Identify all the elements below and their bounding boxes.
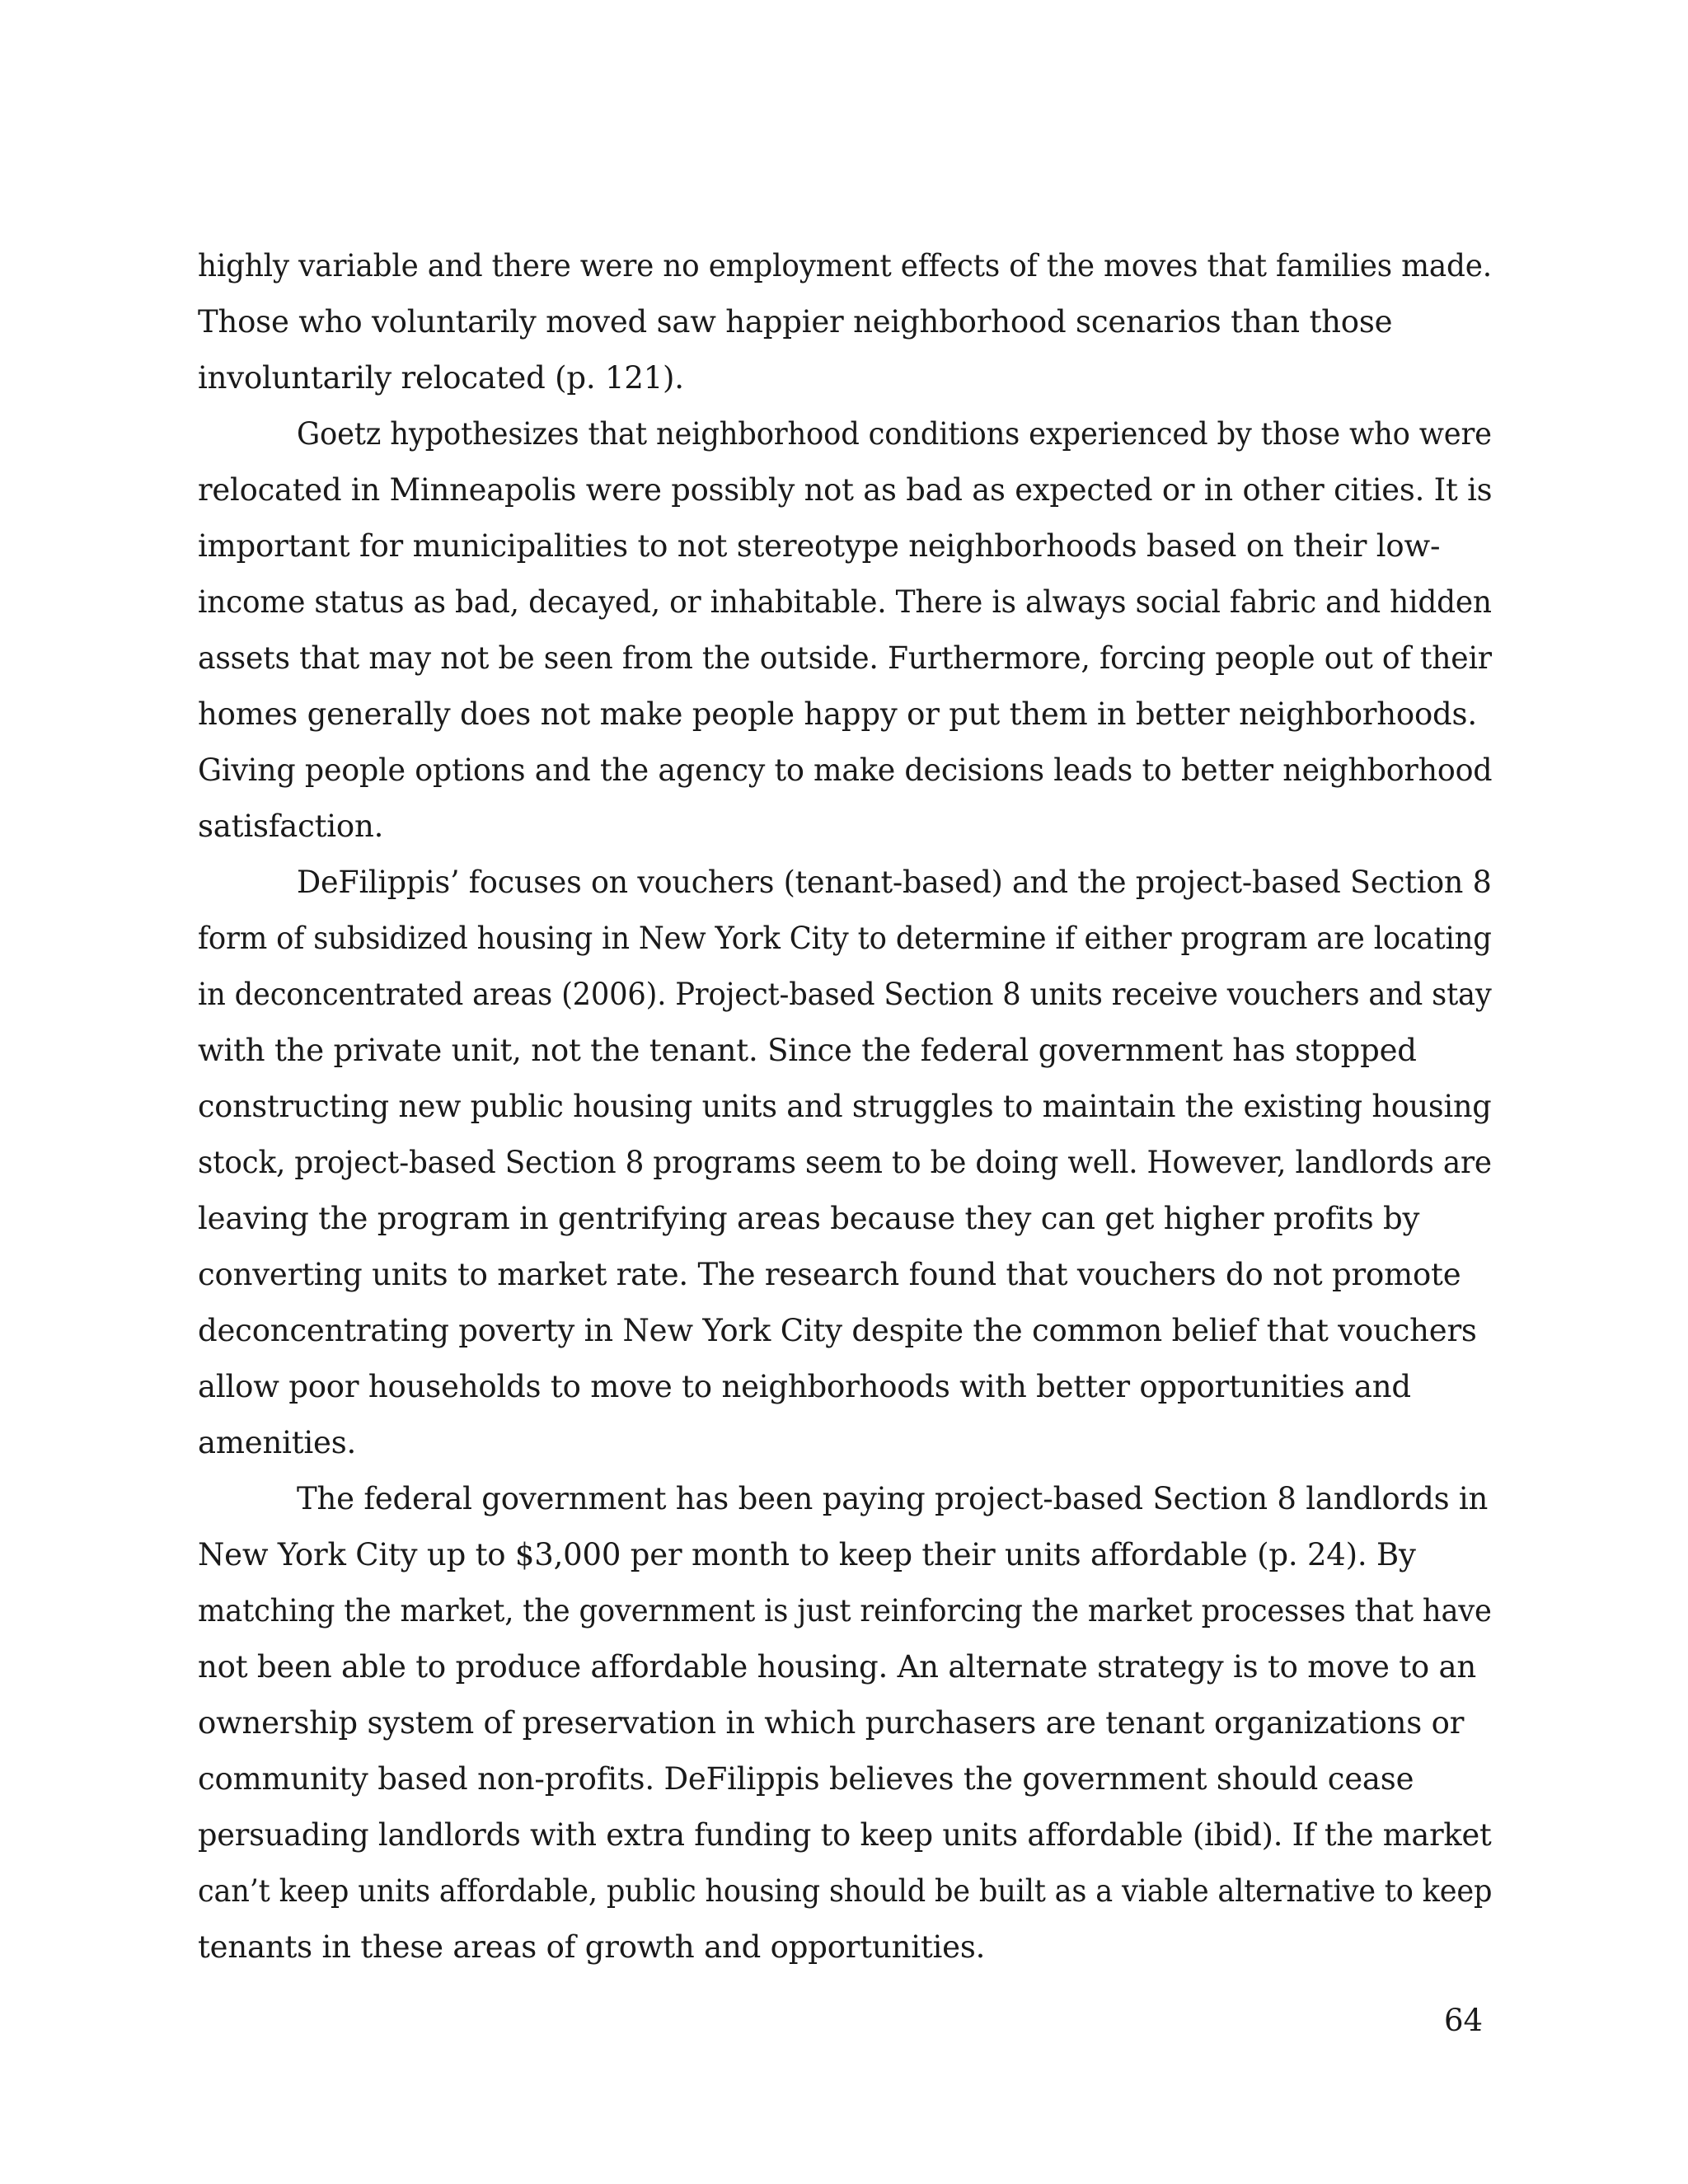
text-line: assets that may not be seen from the outside. Furthermore, forcing people out of their	[198, 640, 1492, 676]
text-line: can’t keep units affordable, public housing should be built as a viable alternative to keep	[198, 1873, 1493, 1909]
text-line: ownership system of preservation in which purchasers are tenant organizations or	[198, 1705, 1465, 1741]
text-line: persuading landlords with extra funding to keep units affordable (ibid). If the market	[198, 1817, 1492, 1853]
text-line: stock, project-based Section 8 programs seem to be doing well. However, landlords are	[198, 1145, 1492, 1180]
text-line: relocated in Minneapolis were possibly not as bad as expected or in other cities. It is	[198, 472, 1493, 508]
text-line: converting units to market rate. The research found that vouchers do not promote	[198, 1257, 1461, 1292]
text-line: The federal government has been paying project-based Section 8 landlords in	[297, 1481, 1489, 1516]
text-line: allow poor households to move to neighborhoods with better opportunities and	[198, 1369, 1411, 1404]
text-line: constructing new public housing units and struggles to maintain the existing housing	[198, 1089, 1492, 1124]
text-line: deconcentrating poverty in New York City despite the common belief that vouchers	[198, 1313, 1477, 1348]
text-line: matching the market, the government is just reinforcing the market processes that have	[198, 1593, 1492, 1629]
text-line: New York City up to $3,000 per month to keep their units affordable (p. 24). By	[198, 1537, 1416, 1572]
text-line: community based non-profits. DeFilippis believes the government should cease	[198, 1761, 1414, 1797]
text-line: homes generally does not make people happy or put them in better neighborhoods.	[198, 696, 1477, 732]
text-line: in deconcentrated areas (2006). Project-based Section 8 units receive vouchers and stay	[198, 977, 1492, 1012]
text-line: not been able to produce affordable housing. An alternate strategy is to move to an	[198, 1649, 1477, 1685]
text-line: involuntarily relocated (p. 121).	[198, 360, 684, 396]
text-line: highly variable and there were no employment effects of the moves that families made.	[198, 248, 1492, 284]
text-line: satisfaction.	[198, 808, 384, 844]
page-number: 64	[1444, 2003, 1484, 2038]
text-line: DeFilippis’ focuses on vouchers (tenant-based) and the project-based Section 8	[297, 865, 1492, 900]
text-line: with the private unit, not the tenant. Since the federal government has stopped	[198, 1033, 1417, 1068]
text-line: Goetz hypothesizes that neighborhood conditions experienced by those who were	[297, 416, 1492, 452]
text-line: tenants in these areas of growth and opportunities.	[198, 1929, 986, 1965]
text-line: Giving people options and the agency to make decisions leads to better neighborhood	[198, 752, 1493, 788]
text-line: Those who voluntarily moved saw happier neighborhood scenarios than those	[198, 304, 1393, 340]
text-line: amenities.	[198, 1425, 357, 1460]
text-line: income status as bad, decayed, or inhabitable. There is always social fabric and hidden	[198, 584, 1492, 620]
text-line: form of subsidized housing in New York City to determine if either program are locating	[198, 921, 1492, 956]
text-line: important for municipalities to not stereotype neighborhoods based on their low-	[198, 528, 1441, 564]
text-line: leaving the program in gentrifying areas because they can get higher profits by	[198, 1201, 1420, 1236]
